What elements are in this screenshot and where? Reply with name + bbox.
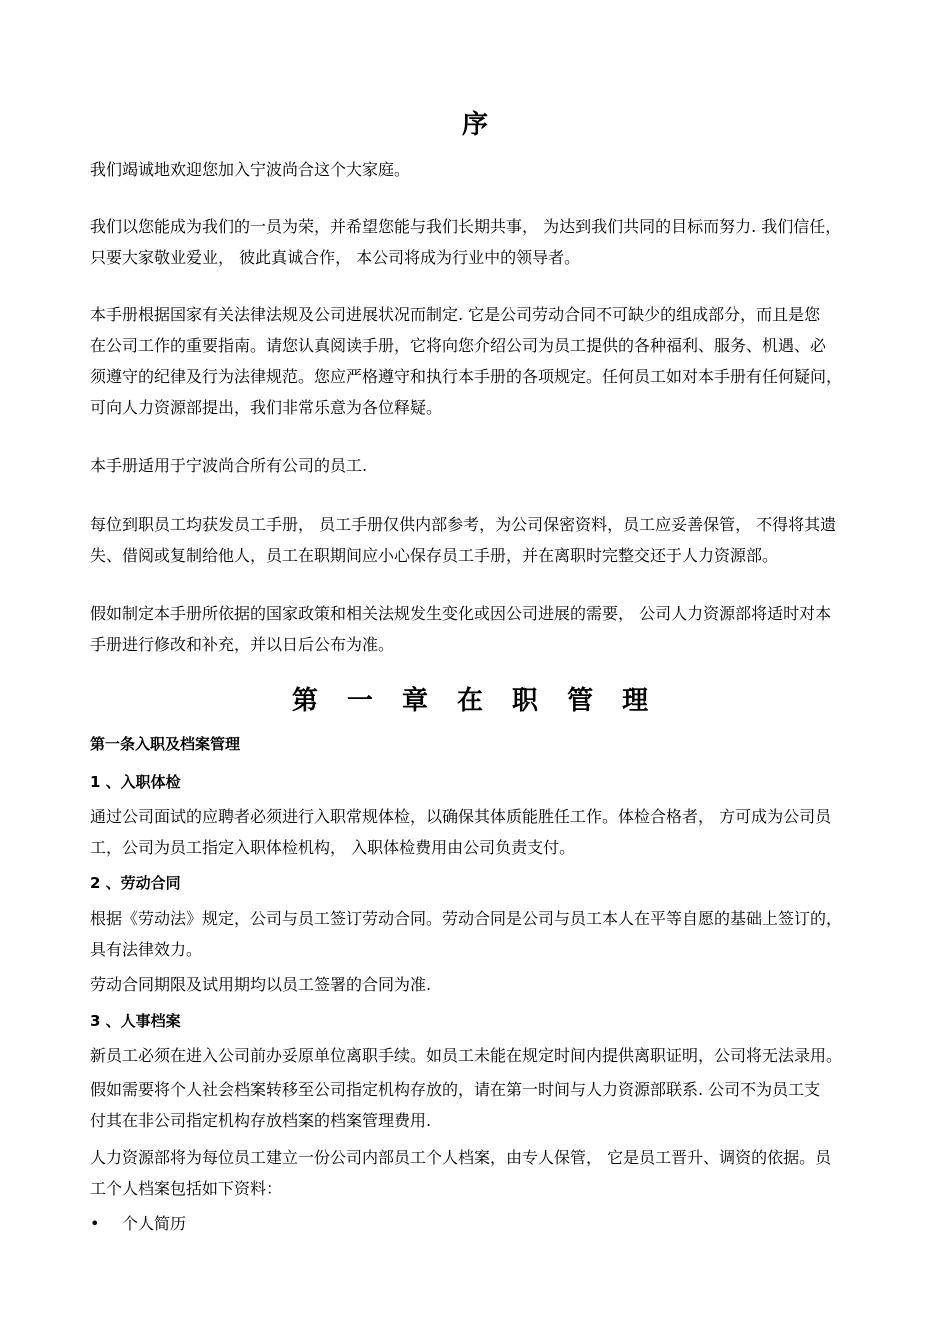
section-heading-1: 1 、入职体检 [90,773,181,791]
text-line: 工个人档案包括如下资料： [90,1179,283,1198]
section-2-paragraph-1 [90,903,870,965]
section-heading-2: 2 、劳动合同 [90,874,181,892]
text-line: 手册进行修改和补充，并以日后公布为准。 [90,635,395,654]
preface-paragraph-5 [90,509,870,571]
text-line: 我们竭诚地欢迎您加入宁波尚合这个大家庭。 [90,160,411,179]
text-line: 通过公司面试的应聘者必须进行入职常规体检，以确保其体质能胜任工作。体检合格者， 方可成为公司员 [90,807,832,826]
section-heading-3: 3 、人事档案 [90,1012,181,1030]
text-line: 新员工必须在进入公司前办妥原单位离职手续。如员工未能在规定时间内提供离职证明，公司将无法录用。 [90,1046,843,1065]
preface-paragraph-6 [90,598,870,660]
article-title: 第一条入职及档案管理 [90,735,241,753]
text-line: 工，公司为员工指定入职体检机构， 入职体检费用由公司负责支付。 [90,838,576,857]
section-1-paragraph-1 [90,801,870,863]
section-2-paragraph-2 [90,969,870,1000]
bullet-icon: • [90,1214,100,1233]
chapter-title: 第 一 章 在 职 管 理 [291,686,659,716]
text-line: 劳动合同期限及试用期均以员工签署的合同为准. [90,975,432,994]
text-line: 人力资源部将为每位员工建立一份公司内部员工个人档案，由专人保管， 它是员工晋升、调资的依据。员 [90,1148,832,1167]
preface-paragraph-3 [90,299,870,423]
text-line: 具有法律效力。 [90,940,203,959]
preface-paragraph-2 [90,211,870,273]
text-line: 我们以您能成为我们的一员为荣，并希望您能与我们长期共事， 为达到我们共同的目标而努力. 我们信任， [90,217,842,236]
section-3-paragraph-2 [90,1074,870,1136]
text-line: 本手册适用于宁波尚合所有公司的员工. [90,456,368,475]
preface-paragraph-4 [90,450,870,481]
text-line: 可向人力资源部提出，我们非常乐意为各位释疑。 [90,398,443,417]
text-line: 失、借阅或复制给他人，员工在职期间应小心保存员工手册，并在离职时完整交还于人力资源部。 [90,546,779,565]
text-line: 本手册根据国家有关法律法规及公司进展状况而制定. 它是公司劳动合同不可缺少的组成部分，而且是您 [90,305,821,324]
preface-title: 序 [461,110,488,140]
section-3-paragraph-3 [90,1142,870,1204]
text-line: 只要大家敬业爱业， 彼此真诚合作， 本公司将成为行业中的领导者。 [90,248,581,267]
text-line: 根据《劳动法》规定，公司与员工签订劳动合同。劳动合同是公司与员工本人在平等自愿的基础上签订的， [90,909,843,928]
section-3-paragraph-1 [90,1040,870,1071]
text-line: 须遵守的纪律及行为法律规范。您应严格遵守和执行本手册的各项规定。任何员工如对本手册有任何疑问， [90,367,843,386]
preface-paragraph-1 [90,154,870,185]
text-line: 假如需要将个人社会档案转移至公司指定机构存放的，请在第一时间与人力资源部联系. 公司不为员工支 [90,1080,821,1099]
list-item-label: 个人简历 [122,1214,187,1233]
text-line: 付其在非公司指定机构存放档案的档案管理费用. [90,1111,432,1130]
text-line: 假如制定本手册所依据的国家政策和相关法规发生变化或因公司进展的需要， 公司人力资源部将适时对本 [90,604,832,623]
text-line: 每位到职员工均获发员工手册， 员工手册仅供内部参考，为公司保密资料，员工应妥善保管， 不得将其遗 [90,515,837,534]
text-line: 在公司工作的重要指南。请您认真阅读手册，它将向您介绍公司为员工提供的各种福利、服务、机遇、必 [90,336,827,355]
